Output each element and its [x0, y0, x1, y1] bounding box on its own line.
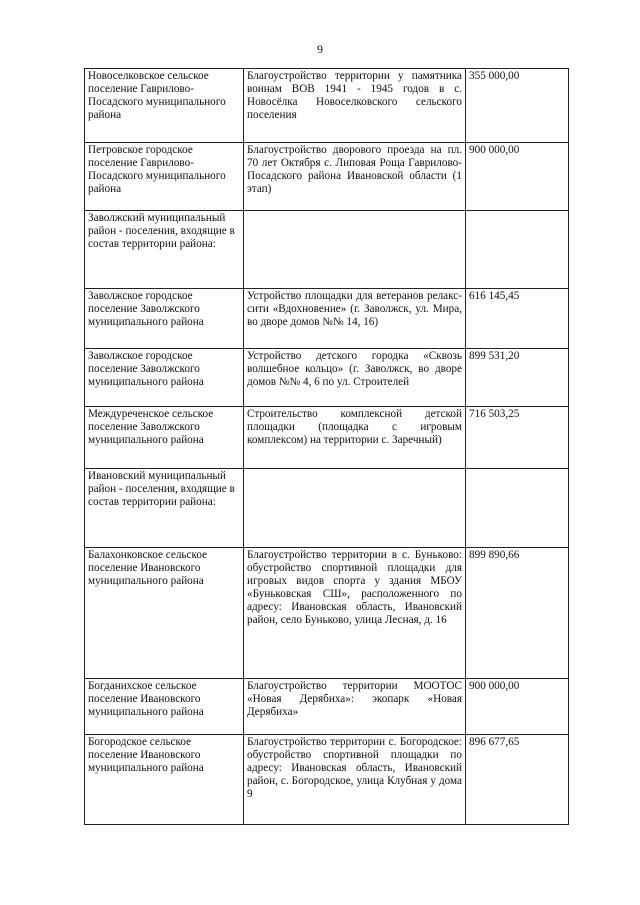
- project-cell: Строительство комплексной детской площадки (площадка с игровым комплексом) на территории с. Заречный): [244, 407, 466, 469]
- table-row: [85, 469, 569, 548]
- settlement-cell: Богданихское сельское поселение Ивановского муниципального района: [85, 679, 244, 735]
- project-cell: Благоустройство территории у памятника воинам ВОВ 1941 - 1945 годов в с. Новосёлка Новоселковского сельского поселения: [244, 69, 466, 143]
- settlement-cell: Новоселковское сельское поселение Гаврилово-Посадского муниципального района: [85, 69, 244, 143]
- table-row: [85, 143, 569, 211]
- project-cell: Устройство детского городка «Сквозь волшебное кольцо» (г. Заволжск, во дворе домов №№ 4, 6 по ул. Строителей: [244, 349, 466, 407]
- table-row: [85, 289, 569, 349]
- project-cell: Благоустройство дворового проезда на пл. 70 лет Октября с. Липовая Роща Гаврилово-Посадского района Ивановской области (1 этап): [244, 143, 466, 211]
- amount-cell: 899 890,66: [466, 548, 569, 679]
- table-row: [85, 69, 569, 143]
- project-cell: [244, 211, 466, 289]
- settlement-cell: Заволжское городское поселение Заволжского муниципального района: [85, 289, 244, 349]
- settlement-cell: Богородское сельское поселение Ивановского муниципального района: [85, 735, 244, 825]
- funding-table: [84, 68, 569, 825]
- project-cell: Благоустройство территории в с. Буньково: обустройство спортивной площадки для игровых видов спорта у здания МБОУ «Буньковская СШ», расположенного по адресу: Ивановская область, Ивановский район, село Буньково, улица Лесная, д. 16: [244, 548, 466, 679]
- amount-cell: 900 000,00: [466, 679, 569, 735]
- project-cell: Благоустройство территории с. Богородское: обустройство спортивной площадки по адресу: Ивановская область, Ивановский район, с. Богородское, улица Клубная у дома 9: [244, 735, 466, 825]
- table-row: [85, 679, 569, 735]
- table-row: [85, 407, 569, 469]
- amount-cell: 616 145,45: [466, 289, 569, 349]
- settlement-cell: Междуреченское сельское поселение Заволжского муниципального района: [85, 407, 244, 469]
- settlement-cell: Заволжское городское поселение Заволжского муниципального района: [85, 349, 244, 407]
- table-row: [85, 735, 569, 825]
- table-row: [85, 349, 569, 407]
- amount-cell: 896 677,65: [466, 735, 569, 825]
- settlement-cell: Петровское городское поселение Гаврилово-Посадского муниципального района: [85, 143, 244, 211]
- amount-cell: 899 531,20: [466, 349, 569, 407]
- project-cell: [244, 469, 466, 548]
- district-header-cell: Заволжский муниципальный район - поселения, входящие в состав территории района:: [85, 211, 244, 289]
- settlement-cell: Балахонковское сельское поселение Ивановского муниципального района: [85, 548, 244, 679]
- amount-cell: [466, 211, 569, 289]
- table-row: [85, 548, 569, 679]
- amount-cell: [466, 469, 569, 548]
- amount-cell: 355 000,00: [466, 69, 569, 143]
- amount-cell: 900 000,00: [466, 143, 569, 211]
- project-cell: Благоустройство территории МООТОС «Новая Дерябиха»: экопарк «Новая Дерябиха»: [244, 679, 466, 735]
- page-number: 9: [317, 42, 323, 56]
- table-row: [85, 211, 569, 289]
- district-header-cell: Ивановский муниципальный район - поселения, входящие в состав территории района:: [85, 469, 244, 548]
- amount-cell: 716 503,25: [466, 407, 569, 469]
- project-cell: Устройство площадки для ветеранов релакс-сити «Вдохновение» (г. Заволжск, ул. Мира, во дворе домов №№ 14, 16): [244, 289, 466, 349]
